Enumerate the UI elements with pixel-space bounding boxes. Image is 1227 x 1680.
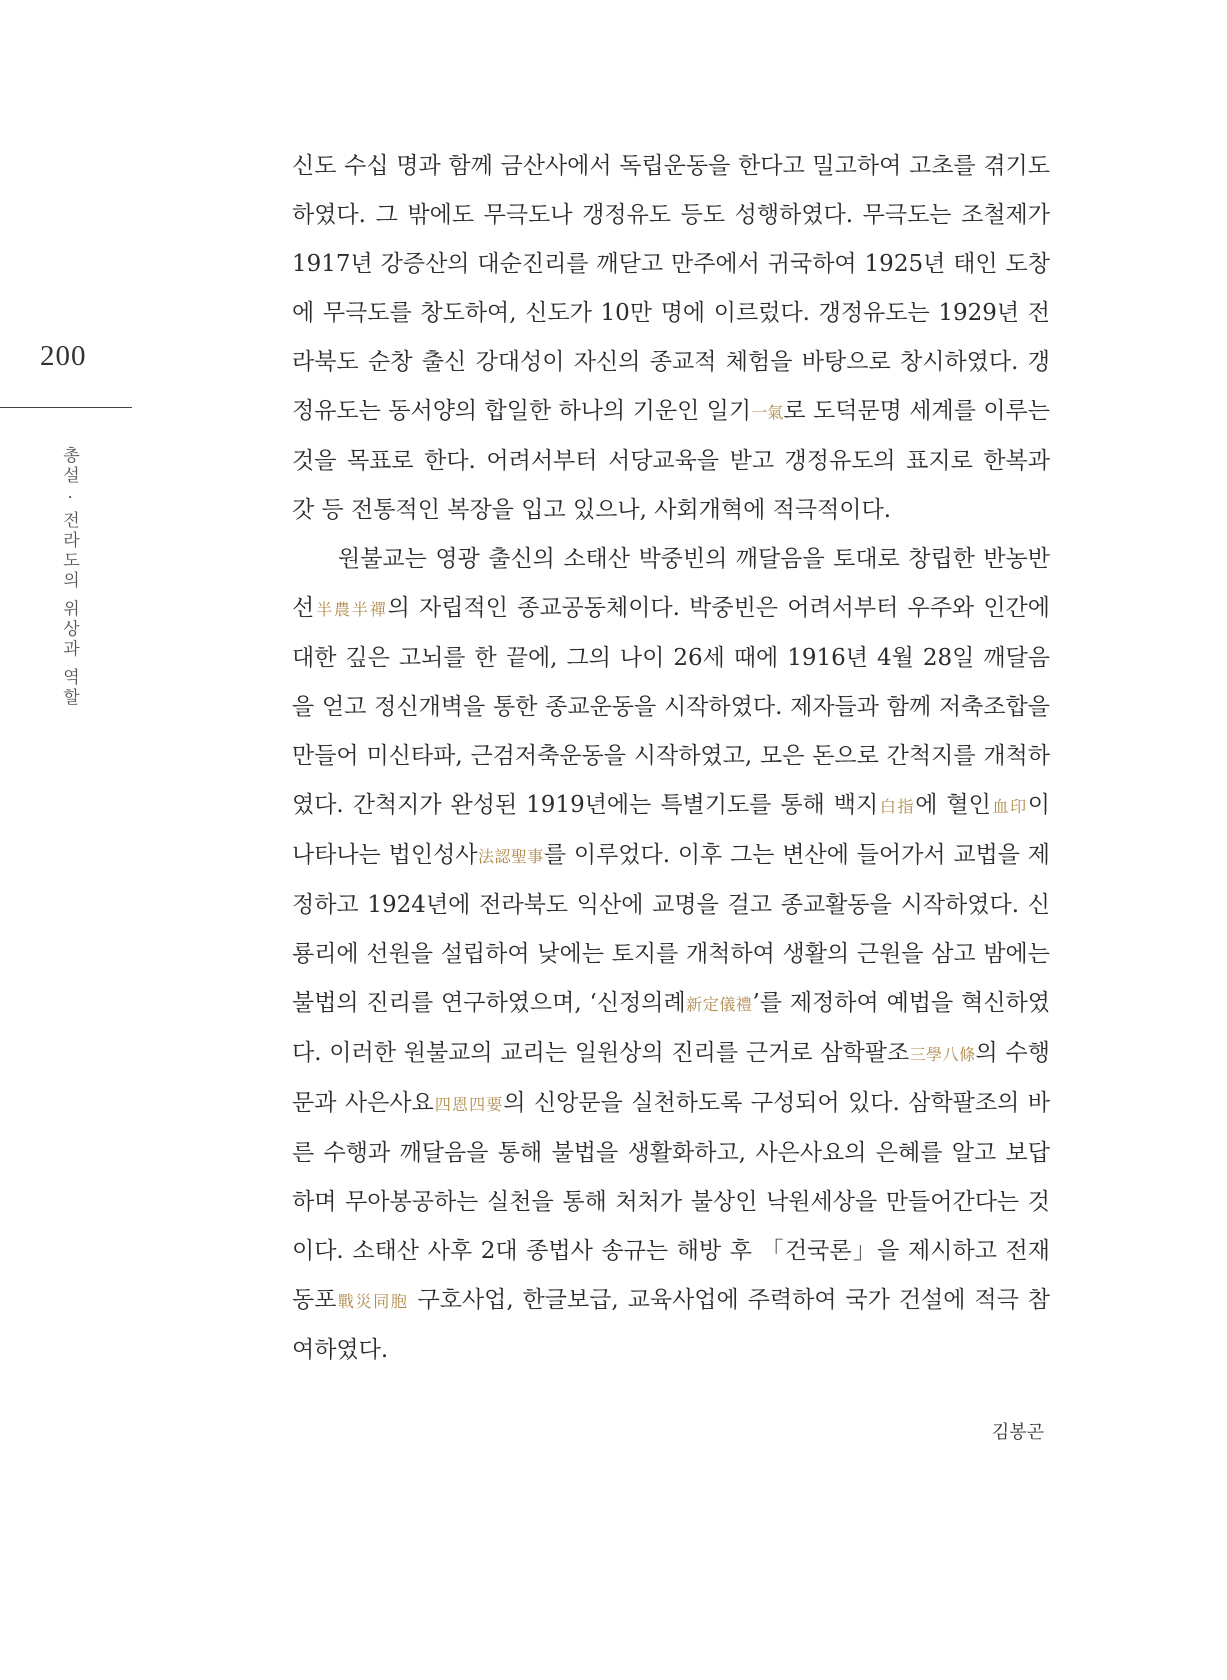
paragraph-2 (292, 535, 1050, 1375)
page-number: 200 (40, 340, 87, 372)
text-run: 로 도덕문명 세계를 이루는 것을 목표로 한다. 어려서부터 서당교육을 받고 갱정유도의 표지로 한복과 갓 등 전통적인 복장을 입고 있으나, 사회개혁에 적극적이다. (292, 398, 1050, 523)
hanja-annotation: 白指 (878, 797, 916, 816)
hanja-annotation: 戰災同胞 (336, 1292, 409, 1311)
text-run: 구호사업, 한글보급, 교육사업에 주력하여 국가 건설에 적극 참여하였다. (292, 1287, 1050, 1363)
author-name: 김봉곤 (991, 1422, 1044, 1443)
text-run: 원불교는 영광 출신의 소태산 박중빈의 깨달음을 토대로 창립한 반농반선 (292, 546, 1050, 621)
hanja-annotation: 一氣 (751, 403, 784, 422)
paragraph-1 (292, 142, 1050, 535)
hanja-annotation: 法認聖事 (477, 847, 544, 866)
text-run: 의 자립적인 종교공동체이다. 박중빈은 어려서부터 우주와 인간에 대한 깊은 고뇌를 한 끝에, 그의 나이 26세 때에 1916년 4월 28일 깨달음을 얻고 정신개벽을 통한 종교운동을 시작하였다. 제자들과 함께 저축조합을 만들어 미신타파, 근검저축운동을 시작하였고, 모은 돈으로 간척지를 개척하였다. 간척지가 완성된 1919년에는 특별기도를 통해 백지 (292, 595, 1050, 818)
running-head: 총설 · 전라도의 위상과 역할 (59, 446, 79, 709)
hanja-annotation: 三學八條 (909, 1045, 976, 1064)
text-run: 이 나타나는 법인성사 (292, 792, 1050, 868)
text-run: 를 이루었다. 이후 그는 변산에 들어가서 교법을 제정하고 1924년에 전라북도 익산에 교명을 걸고 종교활동을 시작하였다. 신룡리에 선원을 설립하여 낮에는 토지를 개척하여 생활의 근원을 삼고 밤에는 불법의 진리를 연구하였으며, ‘신정의례 (292, 842, 1050, 1016)
text-run: ’를 제정하여 예법을 혁신하였다. 이러한 원불교의 교리는 일원상의 진리를 근거로 삼학팔조 (292, 990, 1050, 1066)
hanja-annotation: 半農半禪 (314, 600, 388, 619)
text-run: 의 신앙문을 실천하도록 구성되어 있다. 삼학팔조의 바른 수행과 깨달음을 통해 불법을 생활화하고, 사은사요의 은혜를 알고 보답하며 무아봉공하는 실천을 통해 처처가 불상인 낙원세상을 만들어간다는 것이다. 소태산 사후 2대 종법사 송규는 해방 후 「건국론」을 제시하고 전재동포 (292, 1090, 1050, 1313)
hanja-annotation: 新定儀禮 (685, 995, 753, 1014)
hanja-annotation: 四恩四要 (433, 1095, 504, 1114)
text-run: 의 수행문과 사은사요 (292, 1040, 1050, 1116)
text-run: 에 혈인 (915, 792, 991, 818)
hanja-annotation: 血印 (990, 797, 1028, 816)
text-run: 신도 수십 명과 함께 금산사에서 독립운동을 한다고 밀고하여 고초를 겪기도 하였다. 그 밖에도 무극도나 갱정유도 등도 성행하였다. 무극도는 조철제가 1917년 강증산의 대순진리를 깨닫고 만주에서 귀국하여 1925년 태인 도창에 무극도를 창도하여, 신도가 10만 명에 이르렀다. 갱정유도는 1929년 전라북도 순창 출신 강대성이 자신의 종교적 체험을 바탕으로 창시하였다. 갱정유도는 동서양의 합일한 하나의 기운인 일기 (292, 153, 1050, 424)
body-text (292, 142, 1050, 1375)
margin-divider (0, 407, 132, 408)
